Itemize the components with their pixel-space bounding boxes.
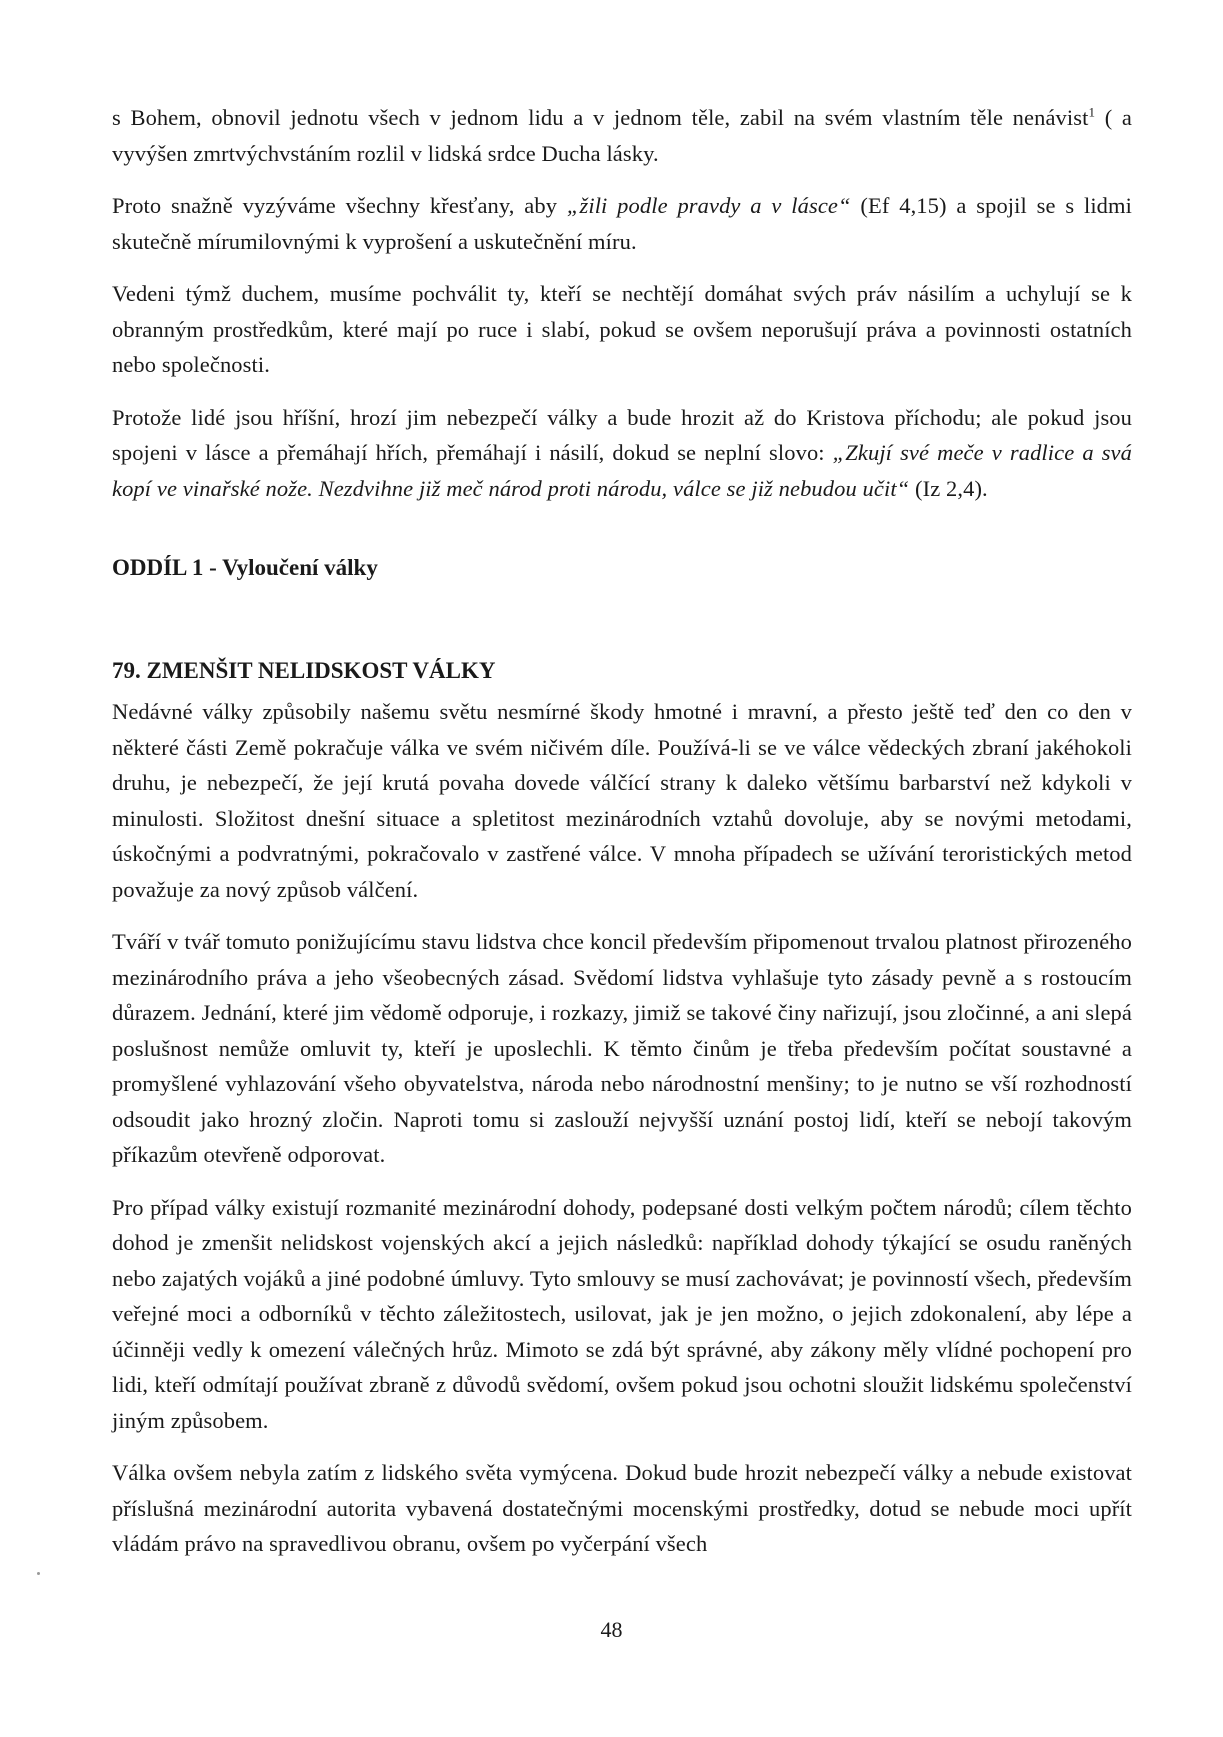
paragraph-4: [112, 400, 1132, 507]
paragraph-2: [112, 188, 1132, 259]
footnote-marker: 1: [1088, 104, 1096, 120]
page-number: 48: [600, 1617, 623, 1642]
article-heading: 79. ZMENŠIT NELIDSKOST VÁLKY: [112, 658, 496, 683]
paragraph-4-text-a: Protože lidé jsou hříšní, hrozí jim nebezpečí války a bude hrozit až do Kristova příchodu; ale pokud jsou spojeni v lásce a přemáhají hřích, přemáhají i násilí, dokud se neplní slovo:: [112, 404, 1132, 465]
paragraph-1-text-b: ( a vyvýšen zmrtvýchvstáním rozlil v lidská srdce Ducha lásky.: [112, 105, 1132, 166]
paragraph-2-text-a: Proto snažně vyzýváme všechny křesťany, aby: [112, 193, 567, 218]
paragraph-5: Nedávné války způsobily našemu světu nesmírné škody hmotné i mravní, a přesto ještě teď den co den v některé části Země pokračuje válka ve svém ničivém díle. Používá-li se ve válce vědeckých zbraní jakéhokoli druhu, je nebezpečí, že její krutá povaha dovede válčící strany k daleko většímu barbarství než kdykoli v minulosti. Složitost dnešní situace a spletitost mezinárodních vztahů dovoluje, aby se novými metodami, úskočnými a podvratnými, pokračovalo v zastřené válce. V mnoha případech se užívání teroristických metod považuje za nový způsob válčení.: [112, 699, 1132, 902]
paragraph-2-quote: „žili podle pravdy a v lásce“: [566, 193, 851, 218]
paragraph-7: Pro případ války existují rozmanité mezinárodní dohody, podepsané dosti velkým počtem národů; cílem těchto dohod je zmenšit nelidskost vojenských akcí a jejich následků: například dohody týkající se osudu raněných nebo zajatých vojáků a jiné podobné úmluvy. Tyto smlouvy se musí zachovávat; je povinností všech, především veřejné moci a odborníků v těchto záležitostech, usilovat, jak je jen možno, o jejich zdokonalení, aby lépe a účinněji vedly k omezení válečných hrůz. Mimoto se zdá být správné, aby zákony měly vlídné pochopení pro lidi, kteří odmítají používat zbraně z důvodů svědomí, ovšem pokud jsou ochotni sloužit lidskému společenství jiným způsobem.: [112, 1194, 1132, 1433]
paragraph-8: Válka ovšem nebyla zatím z lidského světa vymýcena. Dokud bude hrozit nebezpečí války a nebude existovat příslušná mezinárodní autorita vybavená dostatečnými mocenskými prostředky, dotud se nebude moci upřít vládám právo na spravedlivou obranu, ovšem po vyčerpání všech: [112, 1460, 1132, 1556]
paragraph-1-text-a: s Bohem, obnovil jednotu všech v jednom lidu a v jednom těle, zabil na svém vlastním těle nenávist: [112, 105, 1089, 130]
paragraph-1: [112, 100, 1132, 171]
paragraph-6: Tváří v tvář tomuto ponižujícímu stavu lidstva chce koncil především připomenout trvalou platnost přirozeného mezinárodního práva a jeho všeobecných zásad. Svědomí lidstva vyhlašuje tyto zásady pevně a s rostoucím důrazem. Jednání, které jim vědomě odporuje, i rozkazy, jimiž se takové činy nařizují, jsou zločinné, a ani slepá poslušnost nemůže omluvit ty, kteří je uposlechli. K těmto činům je třeba především počítat soustavné a promyšlené vyhlazování všeho obyvatelstva, národa nebo národnostní menšiny; to je nutno se vší rozhodností odsoudit jako hrozný zločin. Naproti tomu si zaslouží nejvyšší uznání postoj lidí, kteří se nebojí takovým příkazům otevřeně odporovat.: [112, 929, 1132, 1167]
scan-speck: [37, 1572, 40, 1575]
paragraph-4-quote: „Zkují své meče v radlice a svá kopí ve vinařské nože. Nezdvihne již meč národ proti národu, válce se již nebudou učit“: [112, 440, 1132, 501]
paragraph-3: Vedeni týmž duchem, musíme pochválit ty, kteří se nechtějí domáhat svých práv násilím a uchylují se k obranným prostředkům, které mají po ruce i slabí, pokud se ovšem neporušují práva a povinnosti ostatních nebo společnosti.: [112, 281, 1132, 377]
page-body: [112, 100, 1132, 1579]
paragraph-2-text-b: (Ef 4,15) a spojil se s lidmi skutečně mírumilovnými k vyprošení a uskutečnění míru.: [112, 193, 1132, 254]
section-heading: ODDÍL 1 - Vyloučení války: [112, 555, 378, 580]
paragraph-4-text-b: (Iz 2,4).: [909, 475, 988, 501]
